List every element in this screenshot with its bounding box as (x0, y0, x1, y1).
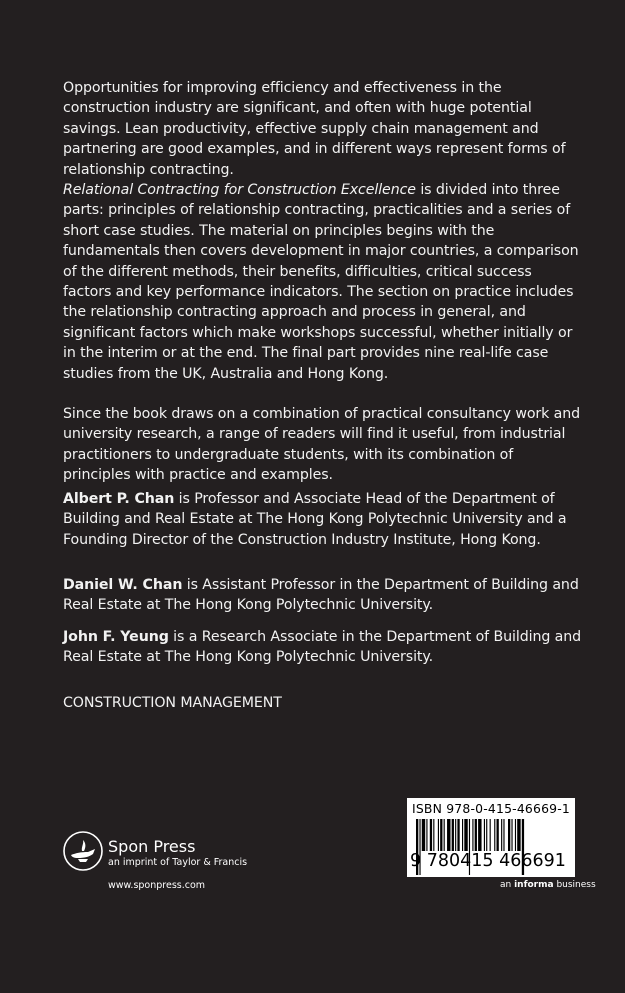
author-name: Daniel W. Chan (63, 577, 183, 593)
blurb-paragraph-2-text: is divided into three parts: principles of relationship contracting, practicalities and a series of short case studies. The material on principles begins with the fundamentals then covers development in major countries, a comparison of the different methods, their benefits, difficulties, critical success factors and key performance indicators. The section on practice includes the relationship contracting approach and process in general, and significant factors which make workshops successful, whether initially or in the interim or at the end. The final part provides nine real-life case studies from the UK, Australia and Hong Kong. (63, 182, 579, 382)
author-bio-text: is Assistant Professor in the Department of Building and Real Estate at The Hong Kong Polytechnic University. (63, 577, 579, 614)
barcode-bar (440, 819, 442, 851)
author-bio-text: is a Research Associate in the Department of Building and Real Estate at The Hong Kong Polytechnic University. (63, 629, 582, 666)
author-bio-2 (63, 575, 583, 616)
barcode-bar (515, 819, 516, 851)
subject-category: CONSTRUCTION MANAGEMENT (63, 695, 282, 711)
publisher-website: www.sponpress.com (108, 880, 206, 891)
author-bio-text: is Professor and Associate Head of the Department of Building and Real Estate at The Hong Kong Polytechnic University and a Founding Director of the Construction Industry Institute, Hong Kong. (63, 491, 567, 548)
publisher-block (108, 838, 247, 870)
blurb-paragraph-1: Opportunities for improving efficiency and effectiveness in the construction industry are significant, and often with huge potential savings. Lean productivity, effective supply chain management and partnering are good examples, and in different ways represent forms of relationship contracting. (63, 80, 566, 178)
barcode-bar (494, 819, 495, 851)
barcode-bar (462, 819, 463, 851)
informa-business-label (500, 880, 596, 890)
barcode-bar (455, 819, 456, 851)
barcode-bar (497, 819, 499, 851)
author-bio-3 (63, 627, 583, 668)
barcode-bar (486, 819, 487, 851)
barcode-bar (484, 819, 485, 851)
barcode-bar (426, 819, 427, 851)
barcode-bar (472, 819, 473, 851)
isbn-label: ISBN 978-0-415-46669-1 (412, 801, 570, 816)
barcode-bar (503, 819, 504, 851)
barcode-bar (457, 819, 459, 851)
publisher-name: Spon Press (108, 837, 196, 856)
informa-brand: informa (514, 880, 554, 890)
barcode-bar (490, 819, 491, 851)
barcode-bar (478, 819, 481, 851)
barcode-bar (430, 819, 432, 851)
author-name: John F. Yeung (63, 629, 169, 645)
barcode-bar (452, 819, 454, 851)
barcode-bar (475, 819, 477, 851)
barcode-bar (501, 819, 502, 851)
blurb-paragraph-3: Since the book draws on a combination of practical consultancy work and university research, a range of readers will find it useful, from industrial practitioners to undergraduate students, with its combination of principles with practice and examples. (63, 406, 581, 484)
barcode-bar (508, 819, 510, 851)
barcode-bar (433, 819, 434, 851)
informa-suffix: business (553, 880, 596, 890)
barcode-bar (438, 819, 439, 851)
barcode-bar (444, 819, 445, 851)
barcode-bar (447, 819, 450, 851)
barcode-digits: 9 780415 466691 (410, 851, 566, 871)
publisher-imprint: an imprint of Taylor & Francis (108, 857, 248, 868)
book-title: Relational Contracting for Construction Excellence (63, 182, 416, 198)
author-name: Albert P. Chan (63, 491, 175, 507)
informa-prefix: an (500, 880, 515, 890)
barcode-bar (464, 819, 467, 851)
barcode-bar (511, 819, 512, 851)
author-bio-1 (63, 489, 583, 550)
spon-press-lamp-icon (62, 830, 104, 872)
barcode-bar (517, 819, 520, 851)
barcode-bar (422, 819, 425, 851)
blurb-paragraph-2 (63, 180, 583, 384)
